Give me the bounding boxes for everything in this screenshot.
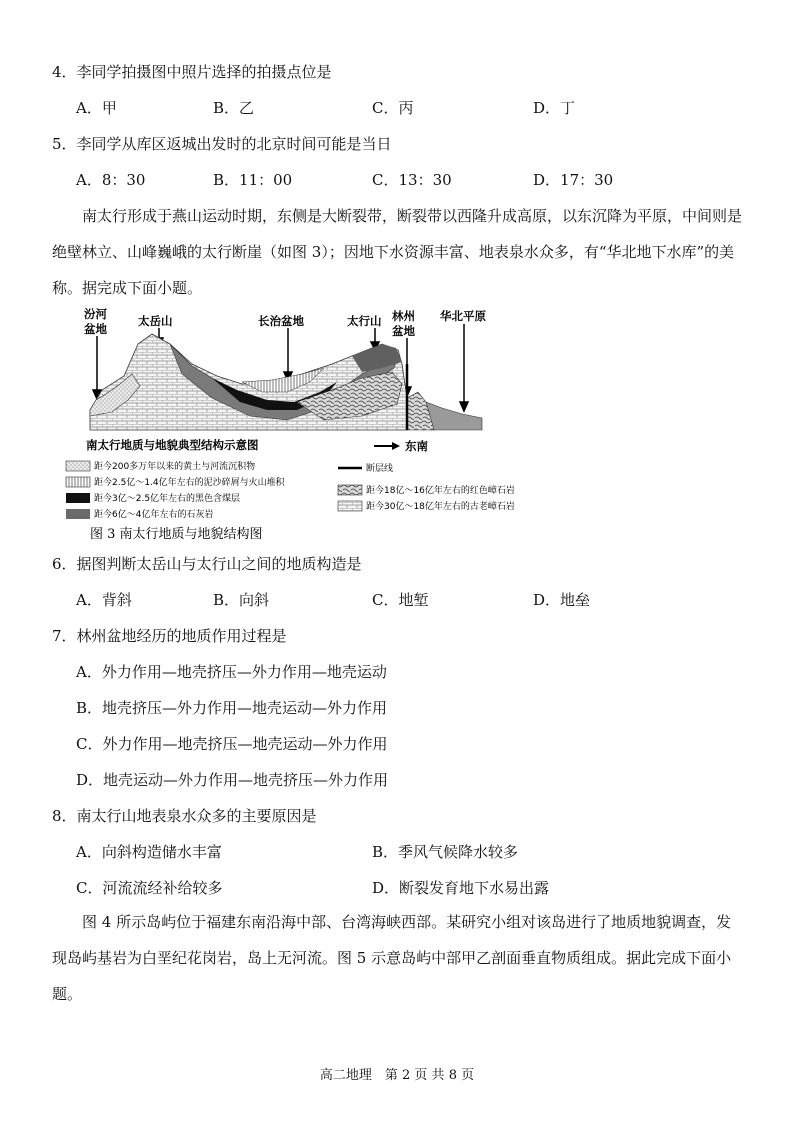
geology-cross-section	[62, 304, 552, 546]
question-7-stem: 7．林州盆地经历的地质作用过程是	[52, 627, 287, 645]
legend-item: 距今18亿～16亿年左右的红色嶂石岩	[366, 486, 515, 496]
q7-option-a: A．外力作用—地壳挤压—外力作用—地壳运动	[76, 663, 387, 681]
label-fenhe-basin-2: 盆地	[84, 322, 107, 336]
q7-option-d: D．地壳运动—外力作用—地壳挤压—外力作用	[76, 771, 389, 789]
q4-option-d: D．丁	[533, 99, 576, 117]
legend-item: 距今2.5亿～1.4亿年左右的泥沙碎屑与火山堆积	[94, 478, 285, 488]
q8-option-d: D．断裂发育地下水易出露	[372, 879, 550, 897]
label-changzhi-basin: 长治盆地	[258, 314, 304, 328]
legend-item: 断层线	[366, 464, 394, 474]
legend-item: 距今30亿～18亿年左右的古老嶂石岩	[366, 502, 515, 512]
legend-item: 距今6亿～4亿年左右的石灰岩	[94, 510, 214, 520]
legend	[66, 460, 515, 520]
q5-option-d: D．17：30	[533, 171, 614, 189]
q8-option-a: A．向斜构造储水丰富	[76, 843, 222, 861]
label-huabei-plain: 华北平原	[440, 309, 486, 323]
q6-option-a: A．背斜	[76, 591, 132, 609]
label-taihang-mountain: 太行山	[347, 314, 382, 328]
legend-item: 距今200多万年以来的黄土与河流沉积物	[94, 462, 256, 472]
passage-taihang: 南太行形成于燕山运动时期，东侧是大断裂带，断裂带以西隆升成高原，以东沉降为平原，中间则是绝壁林立、山峰巍峨的太行断崖（如图 3）；因地下水资源丰富、地表泉水众多，有“华北地下水库”的美称。据完成下面小题。	[52, 207, 743, 297]
question-4-stem: 4．李同学拍摄图中照片选择的拍摄点位是	[52, 63, 332, 81]
diagram-title: 南太行地质与地貌典型结构示意图	[86, 438, 259, 452]
label-taiyue-mountain: 太岳山	[138, 314, 173, 328]
q5-option-b: B．11：00	[213, 171, 293, 189]
q6-option-d: D．地垒	[533, 591, 591, 609]
page-footer: 高二地理 第 2 页 共 8 页	[319, 1068, 475, 1083]
q7-option-c: C．外力作用—地壳挤压—地壳运动—外力作用	[76, 735, 388, 753]
legend-item: 距今3亿～2.5亿年左右的黑色含煤层	[94, 494, 241, 504]
q5-option-c: C．13：30	[372, 171, 452, 189]
q8-option-b: B．季风气候降水较多	[372, 843, 519, 861]
q7-option-b: B．地壳挤压—外力作用—地壳运动—外力作用	[76, 699, 388, 717]
direction-arrow	[374, 442, 400, 450]
figure-caption: 图 3 南太行地质与地貌结构图	[90, 527, 263, 542]
question-8-stem: 8．南太行山地表泉水众多的主要原因是	[52, 807, 317, 825]
question-6-stem: 6．据图判断太岳山与太行山之间的地质构造是	[52, 555, 362, 573]
label-fenhe-basin: 汾河	[84, 307, 107, 321]
q5-option-a: A．8：30	[76, 171, 146, 189]
q4-option-c: C．丙	[372, 99, 414, 117]
label-linzhou-basin-2: 盆地	[392, 324, 415, 338]
q6-option-c: C．地堑	[372, 591, 429, 609]
label-linzhou-basin: 林州	[392, 309, 415, 323]
figure-3	[62, 304, 552, 546]
question-5-stem: 5．李同学从库区返城出发时的北京时间可能是当日	[52, 135, 392, 153]
q4-option-a: A．甲	[76, 99, 117, 117]
rock-layers	[90, 334, 482, 430]
direction-label: 东南	[405, 439, 428, 453]
q6-option-b: B．向斜	[213, 591, 270, 609]
q4-option-b: B．乙	[213, 99, 255, 117]
passage-island: 图 4 所示岛屿位于福建东南沿海中部、台湾海峡西部。某研究小组对该岛进行了地质地貌调查，发现岛屿基岩为白垩纪花岗岩，岛上无河流。图 5 示意岛屿中部甲乙剖面垂直物质组成。据此完成下面小题。	[52, 913, 732, 1003]
q8-option-c: C．河流流经补给较多	[76, 879, 223, 897]
